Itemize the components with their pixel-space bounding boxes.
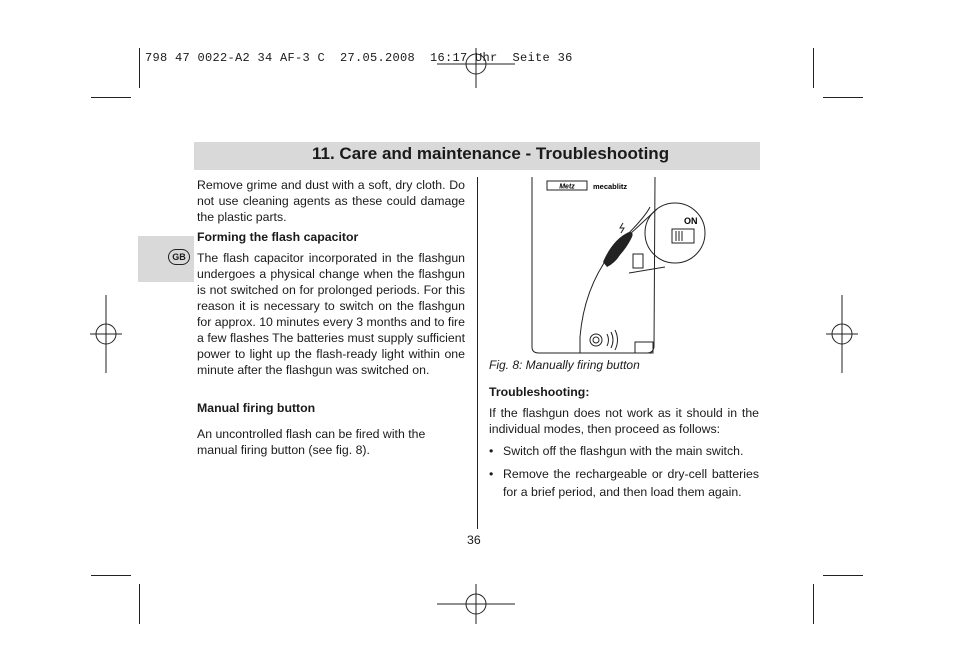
- column-divider: [477, 177, 478, 529]
- page-title: 11. Care and maintenance - Troubleshooting: [312, 144, 670, 163]
- figure-caption: Fig. 8: Manually firing button: [489, 358, 640, 372]
- zoom-callout: [645, 203, 705, 263]
- forming-paragraph: The flash capacitor incorporated in the flashgun undergoes a physical change when the flashgun is not switched on for prolonged periods. For this reason it is necessary to switch on the flashgun for approx. 10 minutes every 3 months and to fire a few flashes The batteries must supply sufficient power to light up the flash-ready light within one minute after the flashgun was switched on.: [197, 251, 465, 377]
- manual-heading: Manual firing button: [197, 401, 316, 415]
- print-header: 798 47 0022-A2 34 AF-3 C 27.05.2008 16:17 Uhr Seite 36: [145, 51, 573, 65]
- troubleshooting-list: [489, 443, 759, 501]
- flashgun-panel-curve: [580, 207, 650, 337]
- flashgun-body: [532, 177, 655, 353]
- list-item: • Remove the rechargeable or dry-cell batteries for a brief period, and then load them again.: [489, 467, 759, 499]
- manual-paragraph: An uncontrolled flash can be fired with the manual firing button (see fig. 8).: [197, 427, 426, 457]
- page-number: 36: [467, 533, 481, 547]
- finger-icon: [603, 232, 633, 267]
- switch-on-label: ON: [684, 216, 698, 226]
- registration-mark-left: [90, 295, 122, 373]
- bullet-icon: •: [489, 444, 494, 458]
- registration-mark-bottom: [437, 584, 515, 624]
- language-badge: GB: [168, 249, 190, 265]
- zoom-switch: [672, 229, 694, 243]
- bullet-icon: •: [489, 467, 494, 481]
- flashgun-figure: [525, 177, 710, 357]
- flash-icon: [620, 223, 624, 233]
- troubleshooting-heading: Troubleshooting:: [489, 385, 590, 399]
- brand-logo-text: Metz: [559, 183, 575, 191]
- forming-heading: Forming the flash capacitor: [197, 230, 359, 244]
- body-switch: [633, 254, 643, 268]
- sensor-window: [590, 334, 602, 346]
- list-item: • Switch off the flashgun with the main switch.: [489, 444, 744, 458]
- right-column: [489, 384, 759, 501]
- registration-mark-right: [826, 295, 858, 373]
- model-label: mecablitz: [593, 182, 628, 191]
- intro-paragraph: Remove grime and dust with a soft, dry cloth. Do not use cleaning agents as these could damage the plastic parts.: [197, 178, 465, 224]
- left-column: [197, 177, 465, 458]
- troubleshooting-intro: If the flashgun does not work as it should in the individual modes, then proceed as follows:: [489, 406, 759, 436]
